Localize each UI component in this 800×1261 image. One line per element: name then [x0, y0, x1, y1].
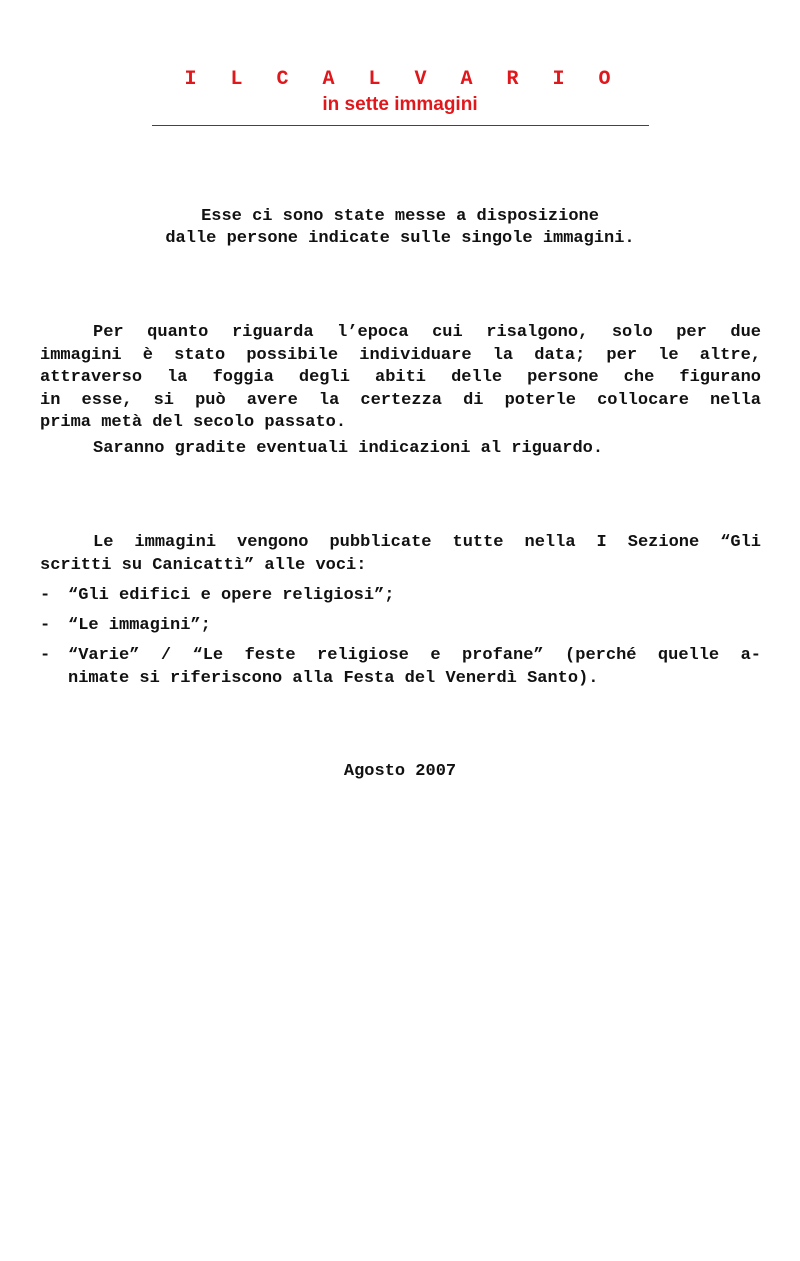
epoch-line-5: prima metà del secolo passato. [40, 413, 347, 432]
epoch-line-4: in esse, si può avere la certezza di poterle collocare nella [40, 390, 761, 410]
publication-line-1: Le immagini vengono pubblicate tutte nella I Sezione “Gli [93, 533, 761, 552]
publication-paragraph [40, 532, 761, 577]
bullet-line: “Varie” / “Le feste religiose e profane” (perché quelle a- [68, 646, 761, 665]
bullet-text [68, 585, 761, 608]
bullet-line: “Gli edifici e opere religiosi”; [68, 586, 395, 605]
document-subtitle: in sette immagini [322, 94, 478, 115]
epoch-line-2: immagini è stato possibile individuare la data; per le altre, [40, 345, 761, 365]
document-title: I L C A L V A R I O [184, 68, 622, 91]
bullet-line: nimate si riferiscono alla Festa del Venerdì Santo). [68, 668, 599, 688]
title-divider [152, 125, 649, 126]
bullet-text [68, 615, 761, 638]
epoch-paragraph [40, 322, 761, 435]
bullet-dash: - [40, 586, 51, 605]
document-date: Agosto 2007 [343, 762, 457, 781]
bullet-line: “Le immagini”; [68, 616, 211, 635]
epoch-line-1: Per quanto riguarda l’epoca cui risalgono, solo per due [93, 323, 761, 342]
intro-line-2: dalle persone indicate sulle singole immagini. [165, 229, 635, 248]
publication-line-2: scritti su Canicattì” alle voci: [40, 555, 367, 575]
bullet-text [68, 645, 761, 690]
feedback-paragraph [40, 438, 761, 461]
feedback-line: Saranno gradite eventuali indicazioni al riguardo. [93, 439, 604, 458]
epoch-line-3: attraverso la foggia degli abiti delle persone che figurano [40, 368, 761, 387]
bullet-dash: - [40, 616, 51, 635]
intro-line-1: Esse ci sono state messe a disposizione [201, 207, 599, 226]
bullet-dash: - [40, 646, 51, 665]
